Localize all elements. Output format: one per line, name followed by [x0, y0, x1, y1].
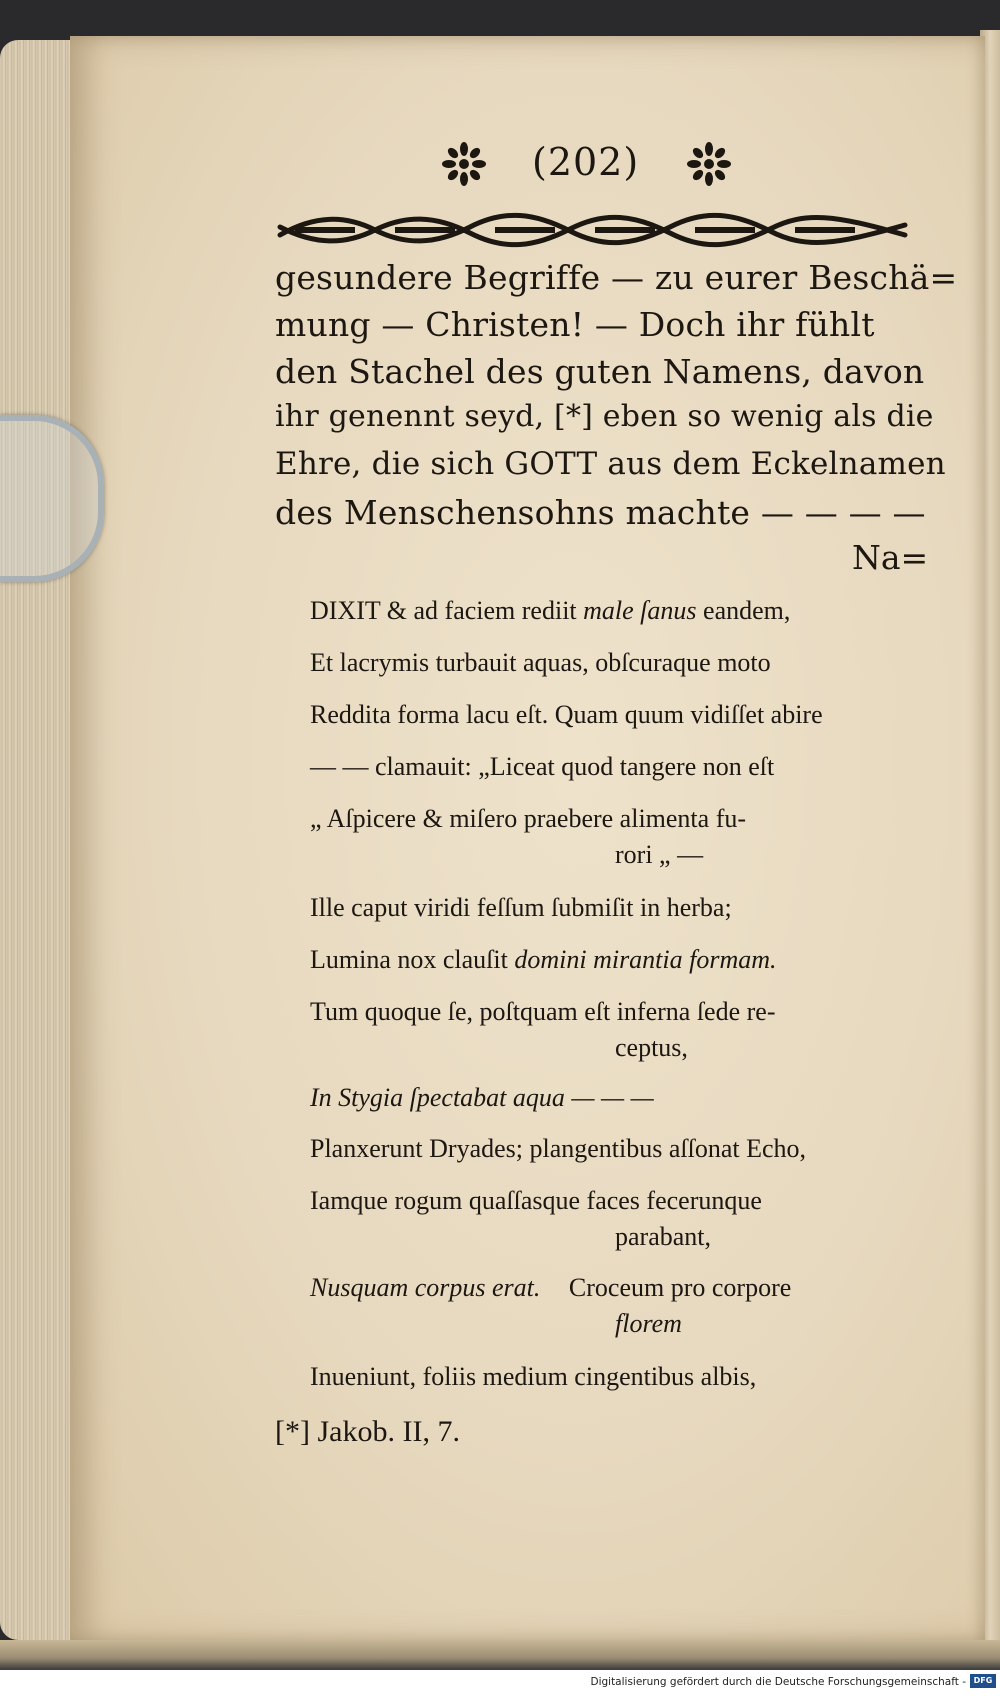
ornament-border	[275, 205, 910, 255]
text-line: den Stachel des guten Namens, davon	[275, 352, 925, 391]
verse-line: „ Aſpicere & miſero praebere alimenta fu-	[310, 804, 747, 833]
verse-line: Reddita forma lacu eſt. Quam quum vidiſſet abire	[310, 700, 823, 729]
verse-italic: domini mirantia formam.	[514, 945, 777, 974]
verse-line: — — clamauit: „Liceat quod tangere non eſt	[310, 752, 775, 781]
text-line: Ehre, die sich GOTT aus dem Eckelnamen	[275, 446, 946, 482]
verse-text: Croceum pro corpore	[568, 1273, 792, 1302]
verse-text: Lumina nox clauſit	[310, 945, 508, 974]
text-line: des Menschensohns machte — — — —	[275, 493, 926, 532]
page-header	[440, 140, 740, 200]
book-edge-bottom	[0, 1640, 1000, 1670]
verse-line: Tum quoque ſe, poſtquam eſt inferna ſede re-	[310, 997, 776, 1026]
verse-line-continuation: rori „ —	[615, 840, 704, 869]
verse-line-continuation: ceptus,	[615, 1033, 688, 1062]
verse-text: eandem,	[703, 596, 791, 625]
verse-line	[310, 1273, 791, 1303]
page-number: (202)	[532, 140, 640, 184]
verse-italic: male ſanus	[583, 596, 697, 625]
verse-line-continuation: florem	[615, 1309, 682, 1338]
verse-line: Inueniunt, foliis medium cingentibus albis,	[310, 1362, 757, 1391]
footer-credit: Digitalisierung gefördert durch die Deutsche Forschungsgemeinschaft -	[590, 1676, 966, 1688]
verse-line: Ille caput viridi feſſum ſubmiſit in herba;	[310, 893, 732, 922]
verse-line	[310, 945, 777, 975]
verse-line	[310, 596, 790, 626]
footnote: [*] Jakob. II, 7.	[275, 1415, 460, 1448]
verse-italic: Nusquam corpus erat.	[310, 1273, 541, 1302]
verse-line: Planxerunt Dryades; plangentibus aſſonat Echo,	[310, 1134, 807, 1163]
rosette-ornament-icon	[685, 140, 733, 188]
verse-text: DIXIT & ad faciem rediit	[310, 596, 577, 625]
rosette-ornament-icon	[440, 140, 488, 188]
text-line-content: mung — Christen! — Doch ihr fühlt	[275, 305, 875, 344]
verse-line: Iamque rogum quaſſasque faces fecerunque	[310, 1186, 762, 1215]
verse-line: In Stygia ſpectabat aqua — — —	[310, 1083, 654, 1112]
catchword: Na=	[852, 538, 929, 577]
verse-line: Et lacrymis turbauit aquas, obſcuraque moto	[310, 648, 771, 677]
text-line: gesundere Begriffe — zu eurer Beschä=	[275, 258, 958, 297]
text-line	[275, 305, 875, 344]
verse-line-continuation: parabant,	[615, 1222, 712, 1251]
dfg-logo: DFG	[970, 1674, 996, 1688]
text-line: ihr genennt seyd, [*] eben so wenig als die	[275, 399, 934, 434]
